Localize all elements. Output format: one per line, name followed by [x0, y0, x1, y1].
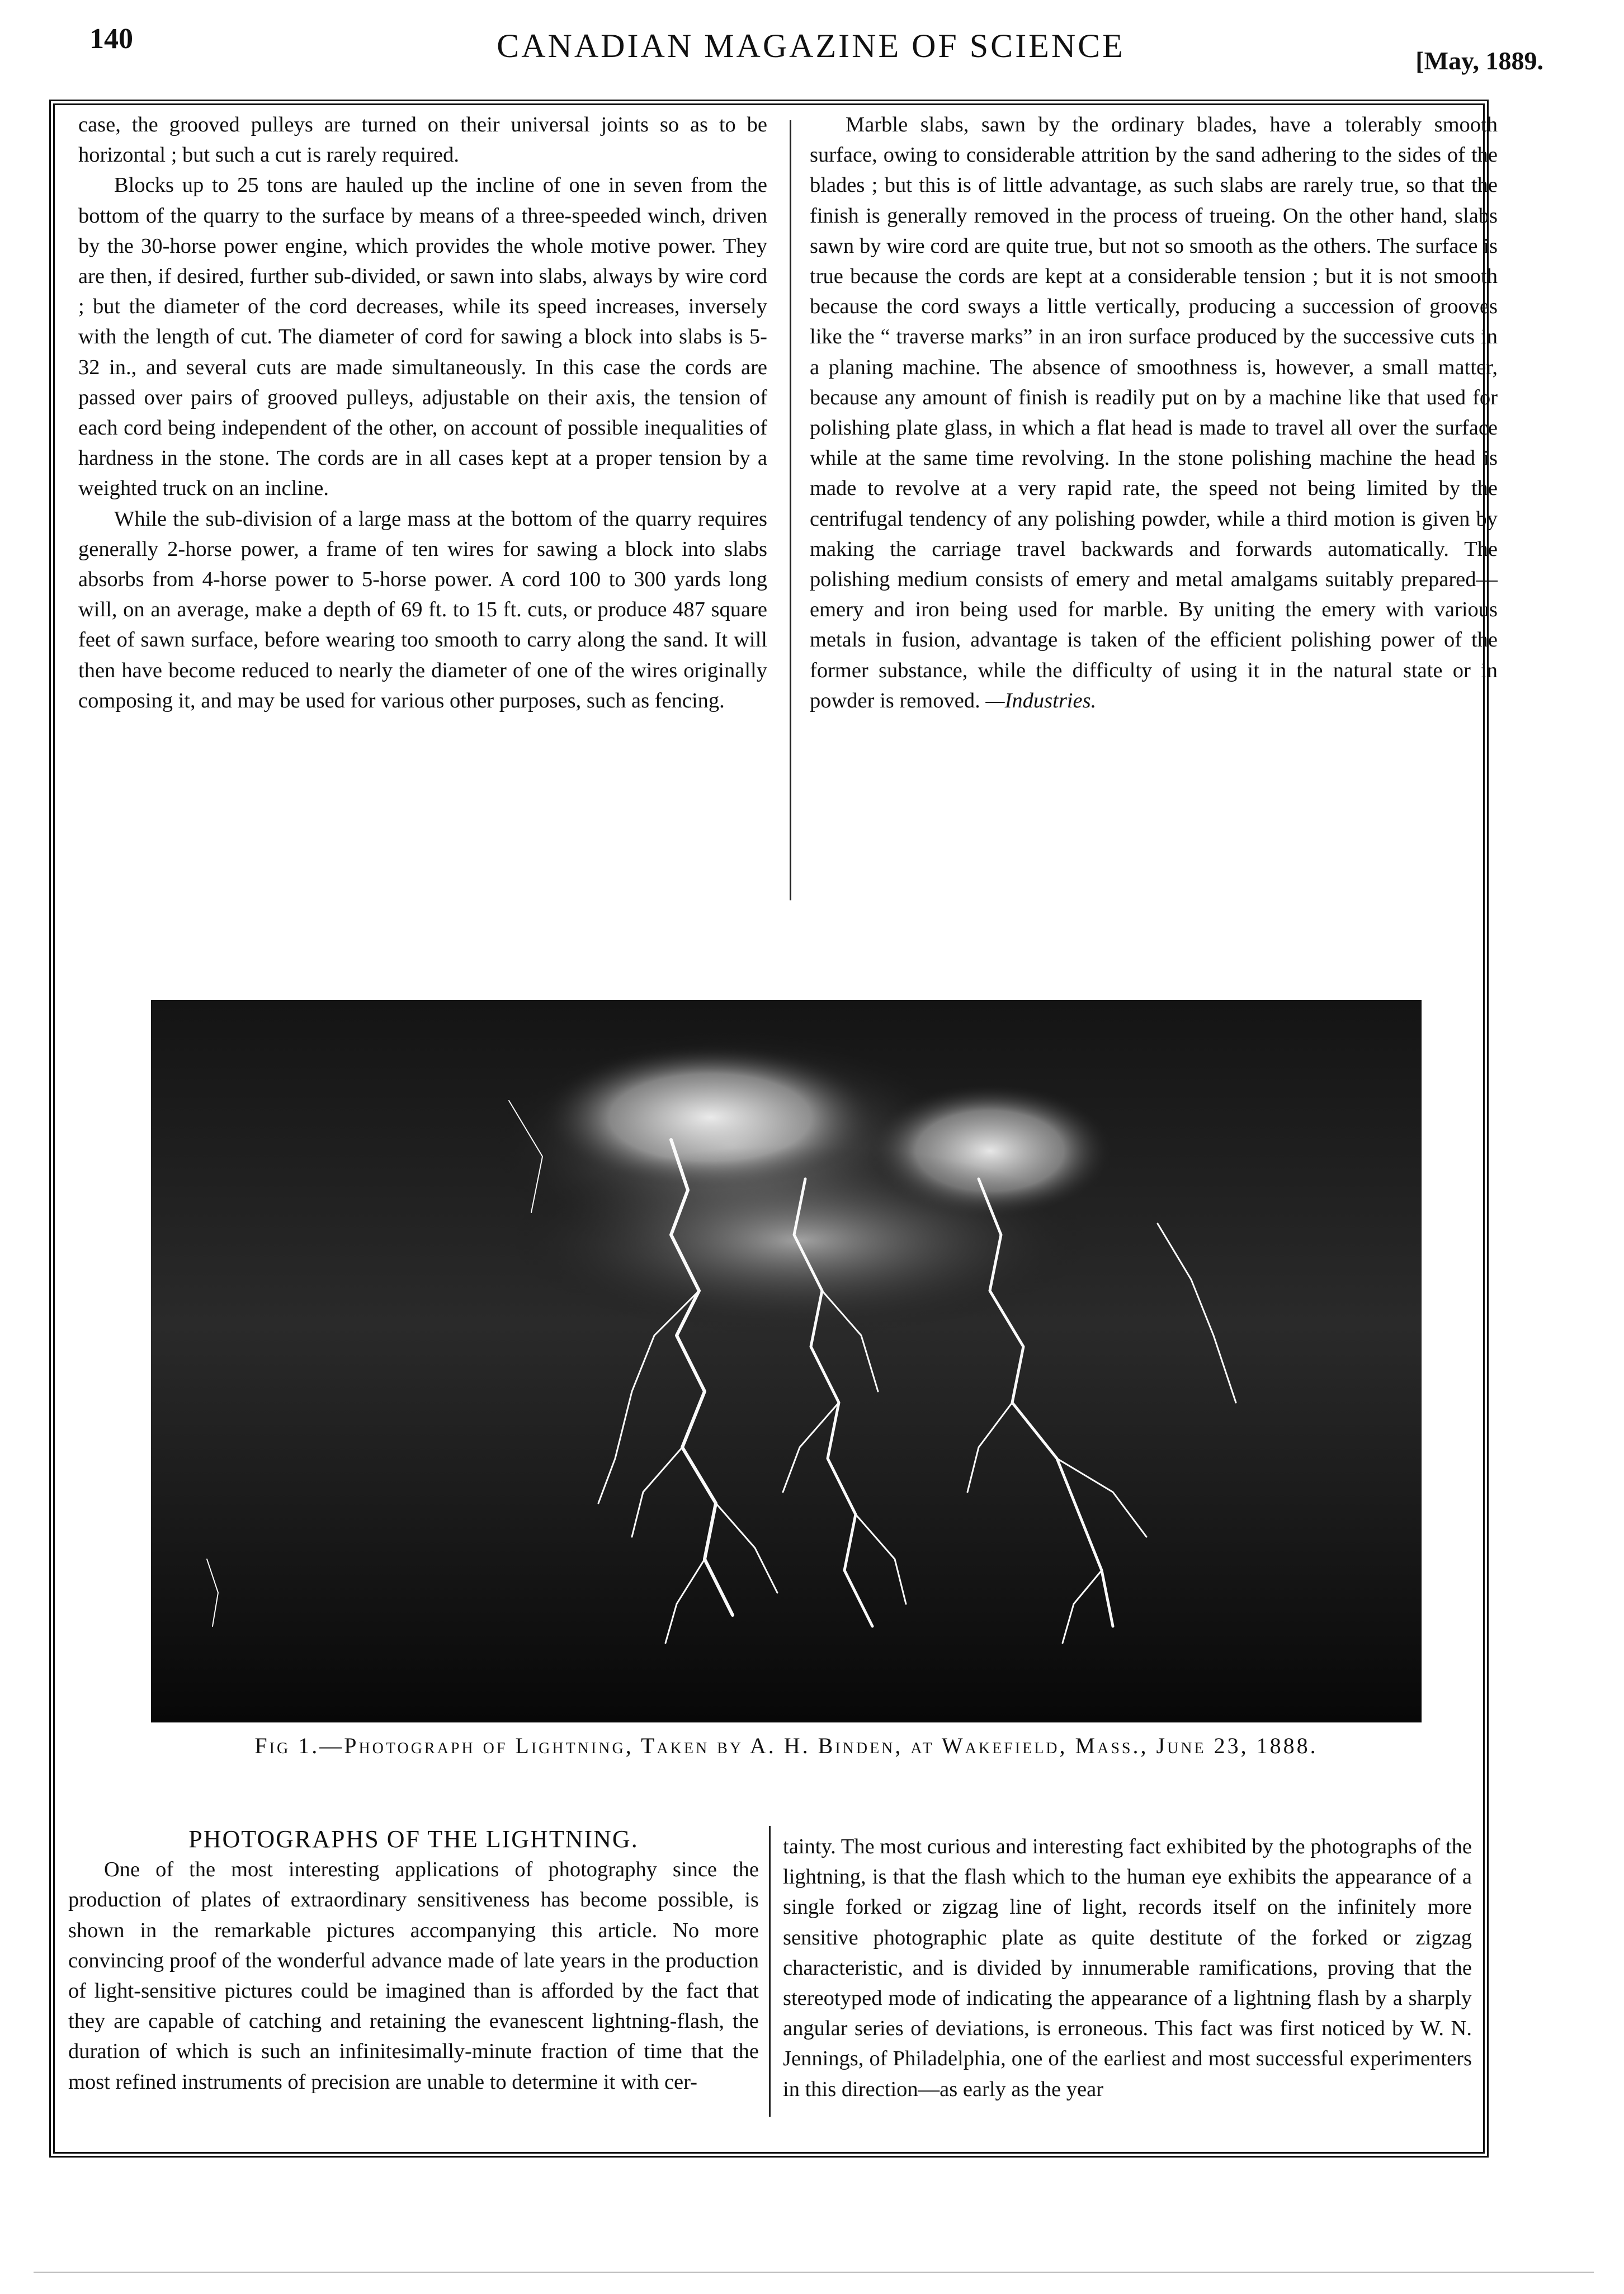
magazine-title: CANADIAN MAGAZINE OF SCIENCE	[497, 27, 1125, 64]
quarry-article-right-column	[810, 110, 1498, 716]
running-head	[84, 17, 1543, 78]
lightning-article-right-column	[783, 1832, 1472, 2104]
paragraph	[810, 110, 1498, 716]
figure-caption: Fig 1.—Photograph of Lightning, Taken by A. H. Binden, at Wakefield, Mass., June 23, 1888.	[254, 1733, 1318, 1758]
lightning-article-left-column	[68, 1824, 759, 2097]
column-divider	[769, 1826, 771, 2117]
paragraph-text: Marble slabs, sawn by the ordinary blades, have a tolerably smooth surface, owing to considerable attrition by the sand adhering to the sides of the blades ; but this is of little advantage, as such slabs are rarely true, so that the finish is generally removed in the process of trueing. On the other hand, slabs sawn by wire cord are quite true, but not so smooth as the others. The surface is true because the cords are kept at a considerable tension ; but it is not smooth because the cord sways a little vertically, producing a succession of grooves like the “ traverse marks” in an iron surface produced by the successive cuts in a planing machine. The absence of smoothness is, however, a small matter, because any amount of finish is readily put on by a machine like that used for polishing plate glass, in which a flat head is made to travel all over the surface while at the same time revolving. In the stone polishing machine the head is made to revolve at a very rapid rate, the speed not being limited by the centrifugal tendency of any polishing powder, while a third motion is given by making the carriage travel backwards and forwards automatically. The polishing medium consists of emery and metal amalgams suitably prepared—emery and iron being used for marble. By uniting the emery with various metals in fusion, advantage is taken of the efficient polishing power of the former substance, while the difficulty of using it in the natural state or in powder is removed.	[810, 113, 1498, 712]
paragraph: While the sub-division of a large mass at the bottom of the quarry requires generally 2-horse power, a frame of ten wires for sawing a block into slabs absorbs from 4-horse power to 5-horse power. A cord 100 to 300 yards long will, on an average, make a depth of 69 ft. to 15 ft. cuts, or produce 487 square feet of sawn surface, before wearing too smooth to carry along the sand. It will then have become reduced to nearly the diameter of one of the wires originally composing it, and may be used for various other purposes, such as fencing.	[78, 507, 767, 712]
quarry-article-left-column	[78, 110, 767, 716]
page-number: 140	[89, 23, 133, 55]
paragraph: tainty. The most curious and interesting fact exhibited by the photographs of the lightning, is that the flash which to the human eye exhibits the appearance of a single forked or zigzag line of light, records itself on the infinitely more sensitive photographic plate as quite destitute of the forked or zigzag characteristic, and is divided by innumerable ramifications, proving that the stereotyped mode of indicating the appearance of a lightning flash by a sharply angular series of deviations, is erroneous. This fact was first noticed by W. N. Jennings, of Philadelphia, one of the earliest and most successful experimenters in this direction—as early as the year	[783, 1835, 1472, 2101]
issue-date: [May, 1889.	[1415, 46, 1543, 75]
paragraph: One of the most interesting applications of photography since the production of plates of extraordinary sensitiveness has become possible, is shown in the remarkable pictures accompanying this article. No more convincing proof of the wonderful advance made of late years in the production of light-sensitive pictures could be imagined than is afforded by the fact that they are capable of catching and retaining the evanescent lightning-flash, the duration of which is such an infinitesimally-minute fraction of time that the most refined instruments of precision are unable to determine it with cer-	[68, 1858, 759, 2094]
paragraph: Blocks up to 25 tons are hauled up the incline of one in seven from the bottom of the quarry to the surface by means of a three-speeded winch, driven by the 30-horse power engine, which provides the whole motive power. They are then, if desired, further sub-divided, or sawn into slabs, always by wire cord ; but the diameter of the cord decreases, while its speed increases, inversely with the length of cut. The diameter of cord for sawing a block into slabs is 5-32 in., and several cuts are made simultaneously. In this case the cords are passed over pairs of grooved pulleys, adjustable on their axis, the tension of each cord being independent of the other, on account of possible inequalities of hardness in the stone. The cords are in all cases kept at a proper tension by a weighted truck on an incline.	[78, 173, 767, 501]
column-divider	[790, 120, 791, 900]
lightning-photograph-image	[151, 1000, 1422, 1722]
article-heading: PHOTOGRAPHS OF THE LIGHTNING.	[188, 1825, 639, 1853]
lightning-photograph	[151, 1000, 1422, 1722]
page-edge-rule	[34, 2272, 1594, 2273]
source-attribution: —Industries.	[985, 688, 1097, 712]
paragraph: case, the grooved pulleys are turned on their universal joints so as to be horizontal ; but such a cut is rarely required.	[78, 113, 767, 167]
